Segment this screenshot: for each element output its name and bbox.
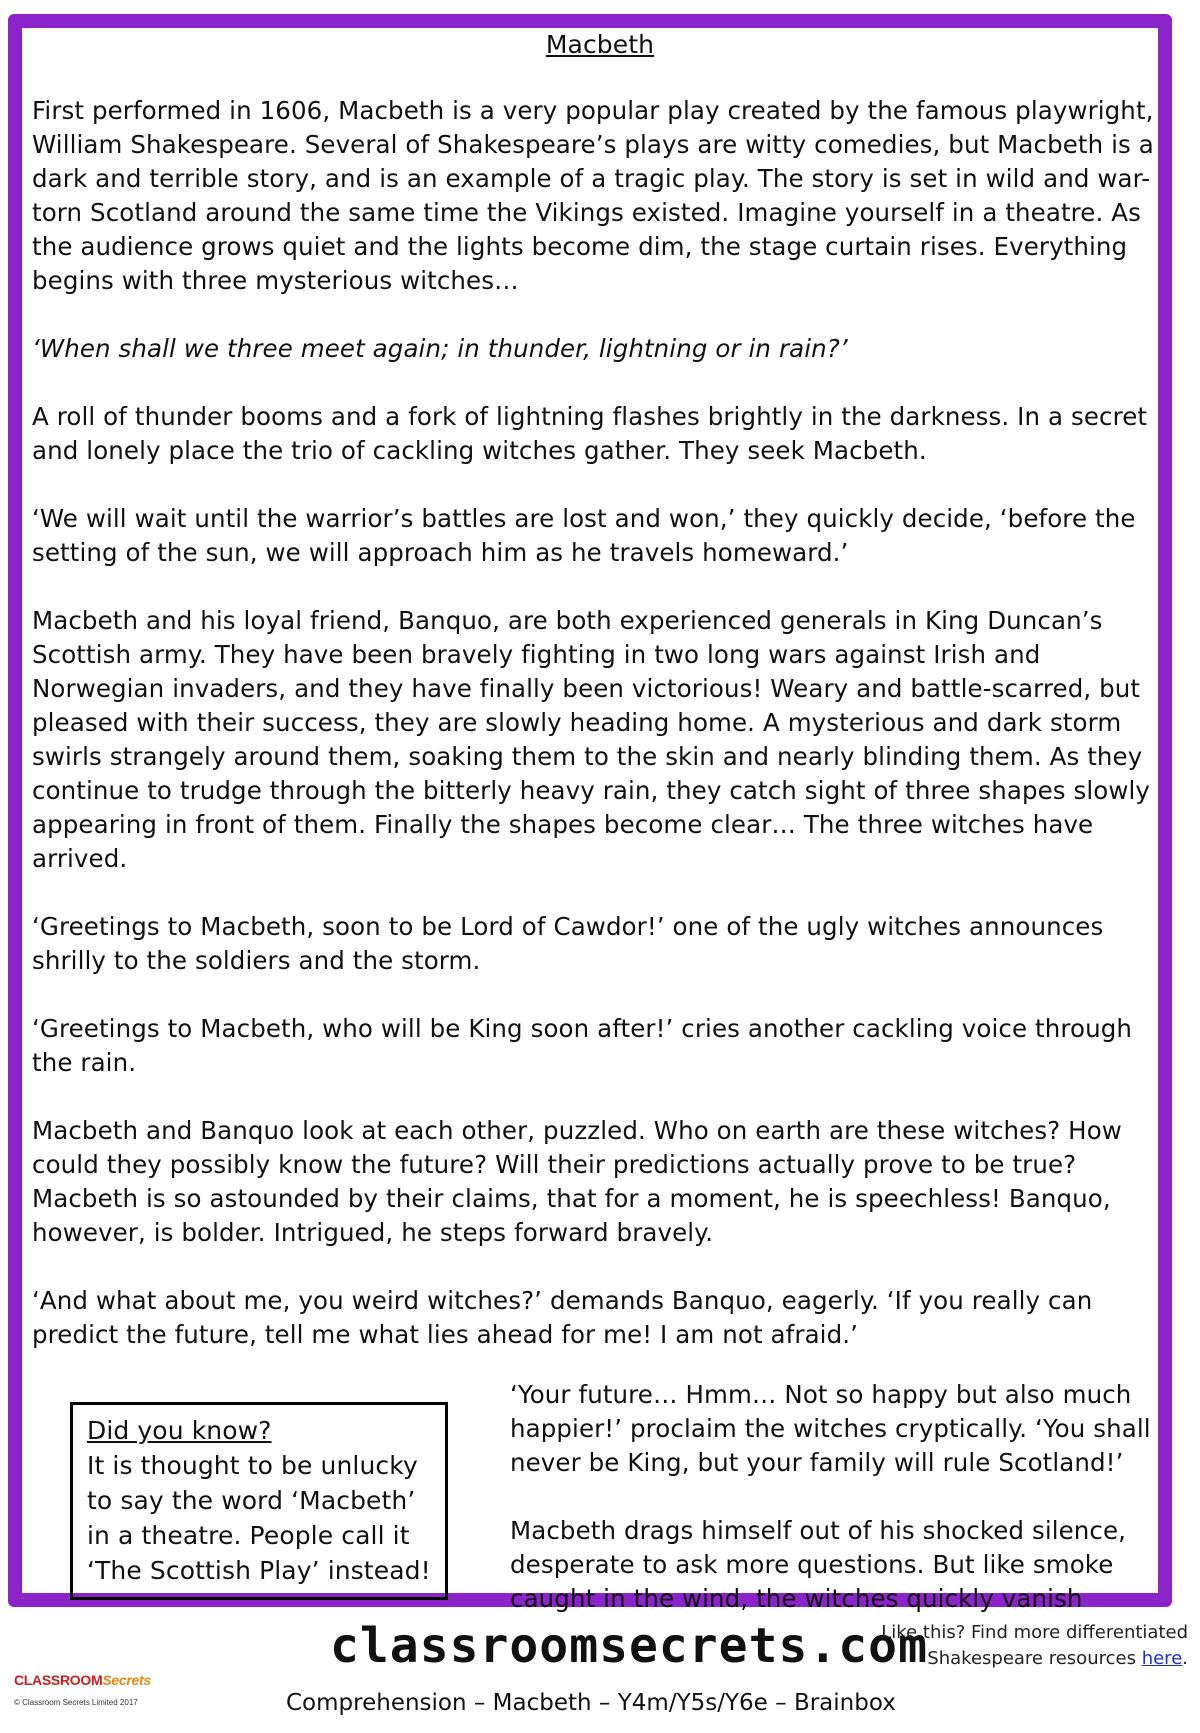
document-body <box>32 28 1168 1613</box>
paragraph-thunder: A roll of thunder booms and a fork of lightning flashes brightly in the darkness. In a secret and lonely place the trio of cackling witches gather. They seek Macbeth. <box>32 402 1148 465</box>
paragraph-greeting-king: ‘Greetings to Macbeth, who will be King soon after!’ cries another cackling voice through the rain. <box>32 1014 1132 1077</box>
did-you-know-text: It is thought to be unlucky to say the word ‘Macbeth’ in a theatre. People call it ‘The Scottish Play’ instead! <box>87 1451 431 1585</box>
paragraph-future: ‘Your future… Hmm… Not so happy but also much happier!’ proclaim the witches cryptically. ‘You shall never be King, but your family will rule Scotland!’ <box>510 1380 1151 1477</box>
logo-main-text: CLASSROOM <box>14 1672 103 1688</box>
did-you-know-box <box>70 1402 448 1600</box>
right-column <box>510 1378 1170 1616</box>
paragraph-vanish: Macbeth drags himself out of his shocked silence, desperate to ask more questions. But like smoke caught in the wind, the witches quickly vanish <box>510 1516 1127 1613</box>
site-name: classroomsecrets.com <box>330 1618 928 1674</box>
resources-link[interactable]: here <box>1141 1648 1183 1669</box>
promo-period: . <box>1182 1648 1188 1669</box>
paragraph-greeting-cawdor: ‘Greetings to Macbeth, soon to be Lord of Cawdor!’ one of the ugly witches announces shrilly to the soldiers and the storm. <box>32 912 1104 975</box>
paragraph-banquo: ‘And what about me, you weird witches?’ demands Banquo, eagerly. ‘If you really can predict the future, tell me what lies ahead for me! I am not afraid.’ <box>32 1286 1093 1349</box>
paragraph-wait: ‘We will wait until the warrior’s battles are lost and won,’ they quickly decide, ‘before the setting of the sun, we will approach him as he travels homeward.’ <box>32 504 1136 567</box>
paragraph-generals: Macbeth and his loyal friend, Banquo, are both experienced generals in King Duncan’s Scottish army. They have been bravely fighting in two long wars against Irish and Norwegian invaders, and they have finally been victorious! Weary and battle-scarred, but pleased with their success, they are slowly heading home. A mysterious and dark storm swirls strangely around them, soaking them to the skin and nearly blinding them. As they continue to trudge through the bitterly heavy rain, they catch sight of three shapes slowly appearing in front of them. Finally the shapes become clear… The three witches have arrived. <box>32 606 1151 873</box>
paragraph-intro: First performed in 1606, Macbeth is a very popular play created by the famous playwright, William Shakespeare. Several of Shakespeare’s plays are witty comedies, but Macbeth is a dark and terrible story, and is an example of a tragic play. The story is set in wild and war-torn Scotland around the same time the Vikings existed. Imagine yourself in a theatre. As the audience grows quiet and the lights become dim, the stage curtain rises. Everything begins with three mysterious witches… <box>32 96 1154 295</box>
classroom-secrets-logo <box>14 1672 164 1712</box>
logo-wordmark <box>14 1672 151 1688</box>
promo-message: Like this? Find more differentiated Shakespeare resources <box>881 1622 1188 1669</box>
bottom-section <box>32 1378 1168 1613</box>
copyright-notice: © Classroom Secrets Limited 2017 <box>14 1698 138 1707</box>
worksheet-subtitle: Comprehension – Macbeth – Y4m/Y5s/Y6e – Brainbox <box>286 1690 896 1716</box>
logo-accent-text: Secrets <box>102 1672 151 1688</box>
paragraph-puzzled: Macbeth and Banquo look at each other, puzzled. Who on earth are these witches? How could they possibly know the future? Will their predictions actually prove to be true? Macbeth is so astounded by their claims, that for a moment, he is speechless! Banquo, however, is bolder. Intrigued, he steps forward bravely. <box>32 1116 1122 1247</box>
promo-text <box>858 1620 1188 1672</box>
paragraph-witches-quote: ‘When shall we three meet again; in thunder, lightning or in rain?’ <box>32 334 848 363</box>
did-you-know-heading: Did you know? <box>87 1416 272 1445</box>
page-title: Macbeth <box>545 30 655 59</box>
